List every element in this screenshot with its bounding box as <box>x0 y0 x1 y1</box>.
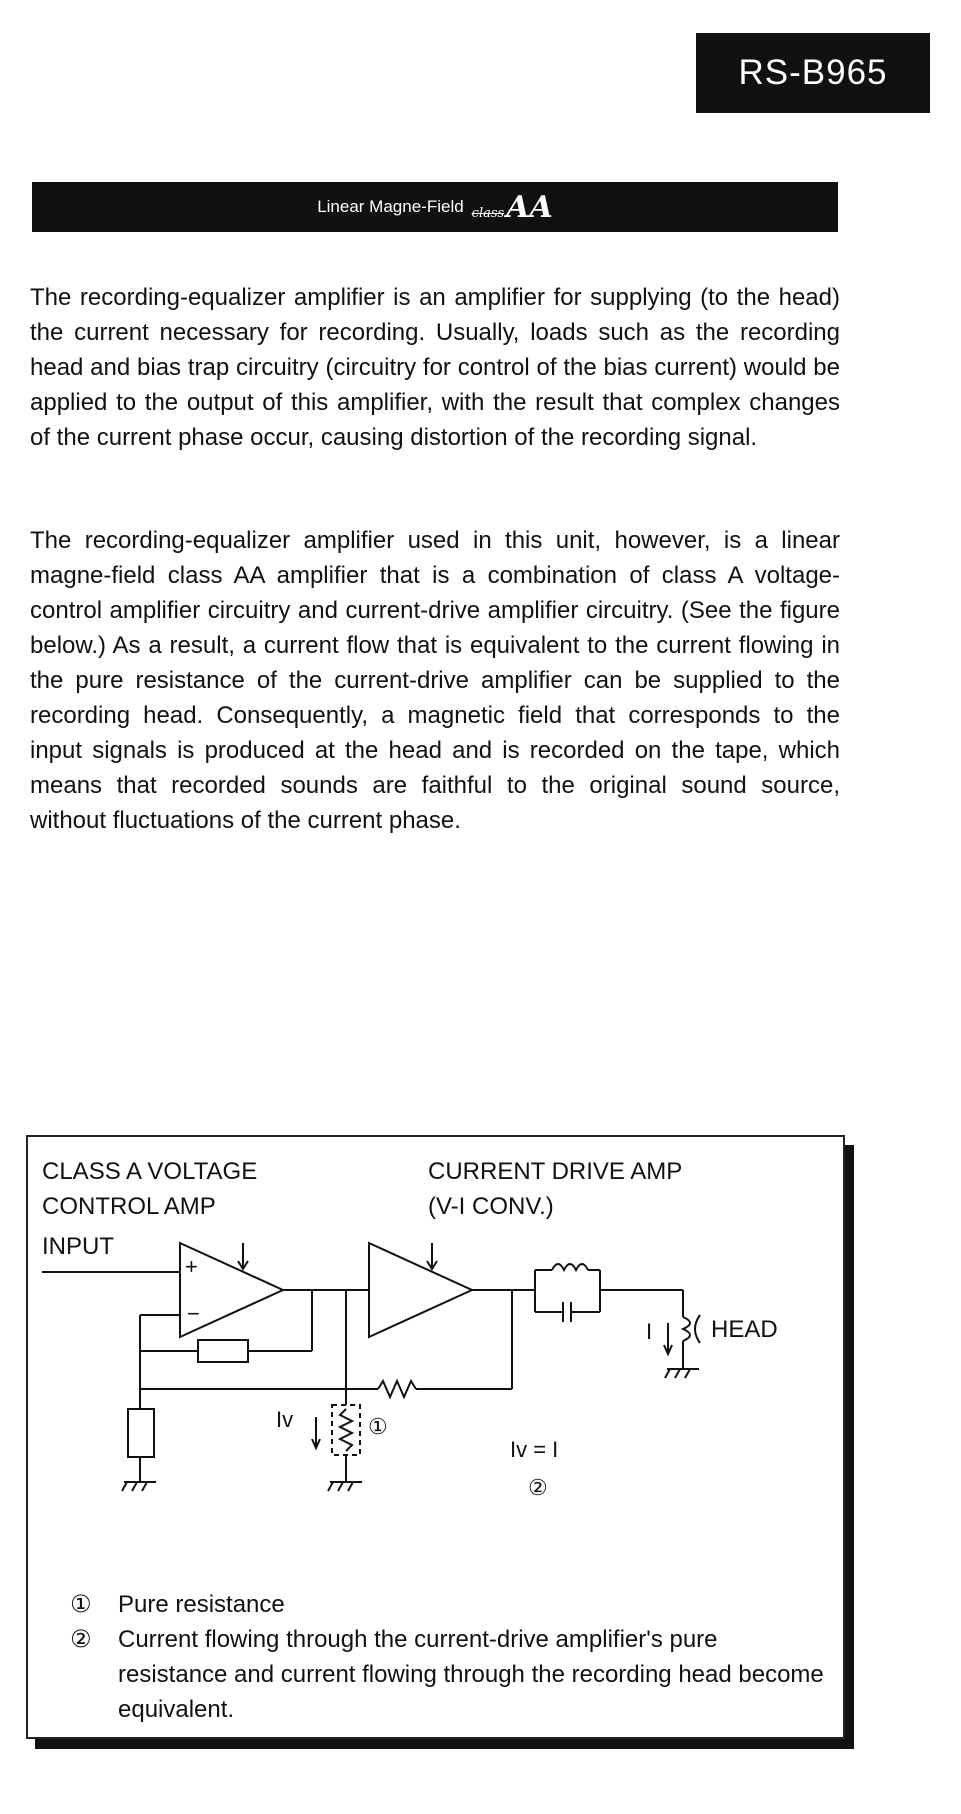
trap-inductor <box>552 1264 588 1270</box>
ground-resistor <box>128 1409 154 1457</box>
opamp-minus-sign: − <box>187 1301 200 1326</box>
ground-tick-left-2 <box>132 1482 137 1491</box>
figure-notes <box>70 1587 830 1727</box>
label-class-a-line1: CLASS A VOLTAGE <box>42 1158 258 1185</box>
label-head: HEAD <box>711 1316 778 1343</box>
label-marker-2: ② <box>528 1475 548 1500</box>
section-banner <box>32 182 838 232</box>
sense-resistor-zigzag <box>378 1381 416 1397</box>
class-aa-logo-small: class <box>471 205 505 221</box>
pure-resistance-zigzag <box>340 1409 352 1451</box>
note-number: ② <box>70 1626 92 1653</box>
model-number: RS-B965 <box>738 53 888 92</box>
ground-tick-head-1 <box>665 1369 670 1378</box>
model-number-badge <box>696 33 930 113</box>
label-iv: Iv <box>276 1407 294 1432</box>
opamp-plus-sign: + <box>185 1254 198 1279</box>
note-number: ① <box>70 1591 92 1618</box>
banner-title: Linear Magne-Field <box>317 197 464 216</box>
note-text: Pure resistance <box>118 1591 285 1618</box>
class-aa-logo <box>472 190 553 225</box>
ground-tick-left-3 <box>142 1482 147 1491</box>
label-current-drive-line2: (V-I CONV.) <box>428 1193 554 1220</box>
ground-tick-head-3 <box>685 1369 690 1378</box>
head-coil <box>683 1317 690 1341</box>
note-text: Current flowing through the current-drive amplifier's pure resistance and current flowing through the recording head become equivalent. <box>118 1626 824 1723</box>
label-equation: Iv = I <box>510 1437 559 1462</box>
ground-tick-mid-2 <box>338 1482 343 1491</box>
circuit-figure <box>26 1135 845 1739</box>
current-drive-amp-symbol <box>369 1243 472 1337</box>
head-core <box>695 1315 700 1343</box>
label-i: I <box>646 1319 653 1344</box>
intro-paragraph: The recording-equalizer amplifier is an amplifier for supplying (to the head) the current necessary for recording. Usually, loads such as the recording head and bias trap circuitry (circuitry for control of the bias current) would be applied to the output of this amplifier, with the result that complex changes of the current phase occur, causing distortion of the recording signal. <box>30 284 840 451</box>
label-marker-1: ① <box>368 1414 388 1439</box>
label-current-drive-line1: CURRENT DRIVE AMP <box>428 1158 683 1185</box>
note-item <box>70 1587 830 1622</box>
label-class-a-line2: CONTROL AMP <box>42 1193 216 1220</box>
note-item <box>70 1622 830 1727</box>
class-aa-logo-large: AA <box>506 189 553 225</box>
ground-tick-head-2 <box>675 1369 680 1378</box>
ground-tick-left-1 <box>122 1482 127 1491</box>
ground-tick-mid-1 <box>328 1482 333 1491</box>
feedback-resistor <box>198 1340 248 1362</box>
ground-tick-mid-3 <box>348 1482 353 1491</box>
label-input: INPUT <box>42 1233 114 1260</box>
explanation-paragraph: The recording-equalizer amplifier used in this unit, however, is a linear magne-field class AA amplifier that is a combination of class A voltage-control amplifier circuitry and current-drive amplifier circuitry. (See the figure below.) As a result, a current flow that is equivalent to the current flowing in the pure resistance of the current-drive amplifier can be supplied to the recording head. Consequently, a magnetic field that corresponds to the input signals is produced at the head and is recorded on the tape, which means that recorded sounds are faithful to the original sound source, without fluctuations of the current phase. <box>30 527 840 834</box>
